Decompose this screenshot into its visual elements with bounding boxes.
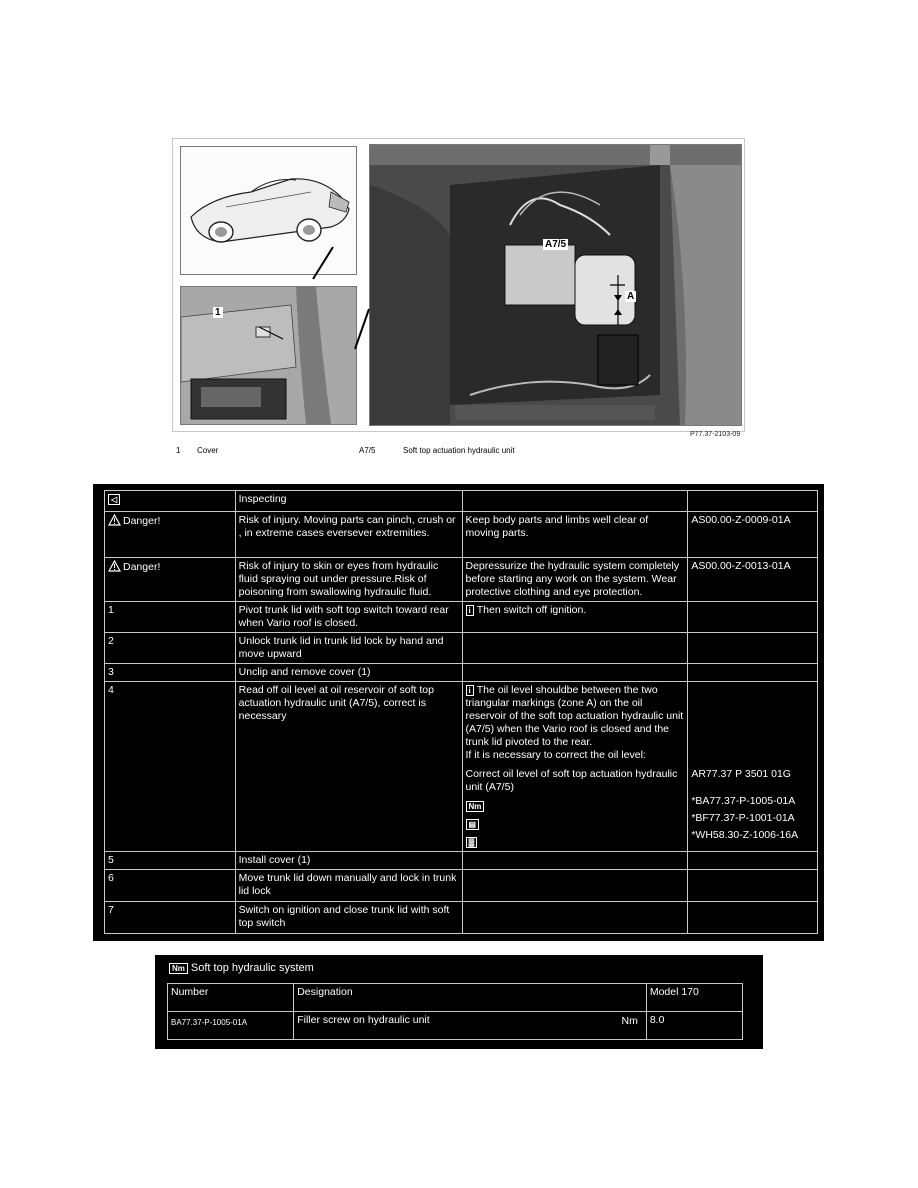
spec-title-text: Soft top hydraulic system	[190, 962, 314, 974]
table-cell: Install cover (1)	[235, 852, 462, 870]
table-cell: Unclip and remove cover (1)	[235, 664, 462, 682]
table-cell: Keep body parts and limbs well clear of moving parts.	[462, 512, 688, 558]
document-link[interactable]: *BF77.37-P-1001-01A	[691, 812, 795, 824]
table-cell: Risk of injury. Moving parts can pinch, crush or , in extreme cases eversever extremities.	[235, 512, 462, 558]
procedure-panel	[93, 484, 824, 941]
step-number: 7	[105, 902, 236, 934]
torque-nm-icon: Nm	[169, 963, 188, 974]
table-row	[105, 870, 818, 902]
arrow-icon: ◁	[108, 494, 120, 505]
spec-designation: Filler screw on hydraulic unit	[297, 1014, 430, 1026]
callout-a7-5: A7/5	[545, 239, 567, 250]
step-number: 4	[105, 682, 236, 852]
torque-nm-icon: Nm	[466, 801, 485, 812]
table-row	[105, 512, 818, 558]
step-number: 5	[105, 852, 236, 870]
table-cell: Depressurize the hydraulic system completely before starting any work on the system. Wear protective clothing and eye protection.	[462, 558, 688, 602]
callout-1: 1	[215, 307, 221, 318]
procedure-table	[104, 490, 818, 934]
spec-table	[167, 983, 743, 1040]
callout-a: A	[627, 291, 635, 302]
document-link[interactable]: AS00.00-Z-0013-01A	[688, 558, 818, 602]
spec-number: BA77.37-P-1005-01A	[168, 1012, 294, 1040]
correct-oil-level-link[interactable]: Correct oil level of soft top actuation hydraulic unit (A7/5)	[465, 768, 678, 793]
info-icon: i	[466, 605, 474, 616]
document-link[interactable]: *BA77.37-P-1005-01A	[691, 795, 796, 807]
table-row	[105, 682, 818, 852]
table-row	[105, 902, 818, 934]
table-header-row	[168, 984, 743, 1012]
oil-level-note: The oil level shouldbe between the two triangular markings (zone A) on the oil reservoir of the soft top actuation hydraulic unit (A7/5) when the Vario roof is closed and the trunk lid pivoted to the rear.	[465, 684, 684, 748]
step-number: 3	[105, 664, 236, 682]
table-row	[105, 852, 818, 870]
illustration-figure	[172, 138, 745, 432]
info-icon: i	[466, 685, 474, 696]
column-header: Model 170	[646, 984, 742, 1012]
column-header: Number	[168, 984, 294, 1012]
spec-unit: Nm	[621, 1015, 638, 1027]
table-cell: Pivot trunk lid with soft top switch toward rear when Vario roof is closed.	[235, 602, 462, 633]
step-number: 2	[105, 633, 236, 664]
danger-label: Danger!	[123, 561, 161, 573]
column-header: Designation	[294, 984, 647, 1012]
document-link[interactable]: AS00.00-Z-0009-01A	[688, 512, 818, 558]
table-row	[168, 1012, 743, 1040]
table-cell: Then switch off ignition.	[476, 604, 587, 616]
document-link[interactable]: AR77.37 P 3501 01G	[691, 768, 791, 780]
table-row	[105, 558, 818, 602]
table-cell: Switch on ignition and close trunk lid with soft top switch	[235, 902, 462, 934]
legend-a7-5-number: A7/5	[359, 446, 376, 455]
table-row	[105, 602, 818, 633]
document-link[interactable]: *WH58.30-Z-1006-16A	[691, 829, 799, 841]
table-cell: Read off oil level at oil reservoir of soft top actuation hydraulic unit (A7/5), correct is necessary	[235, 682, 462, 852]
table-cell: Risk of injury to skin or eyes from hydraulic fluid spraying out under pressure.Risk of poisoning from swallowing hydraulic fluid.	[235, 558, 462, 602]
spec-value: 8.0	[646, 1012, 742, 1040]
step-number: 1	[105, 602, 236, 633]
danger-label: Danger!	[123, 515, 161, 527]
warning-icon	[108, 560, 121, 576]
legend-a7-5-text: Soft top actuation hydraulic unit	[403, 446, 515, 455]
legend-1-number: 1	[176, 446, 181, 455]
step-number: 6	[105, 870, 236, 902]
table-cell: Unlock trunk lid in trunk lid lock by hand and move upward	[235, 633, 462, 664]
spec-title	[169, 962, 314, 974]
legend-1-text: Cover	[197, 446, 219, 455]
table-cell: Move trunk lid down manually and lock in trunk lid lock	[235, 870, 462, 902]
tool-icon: ▤	[466, 819, 480, 830]
table-row	[105, 664, 818, 682]
figure-reference: P77.37-2103-09	[690, 431, 741, 438]
correct-note: If it is necessary to correct the oil level:	[465, 749, 646, 761]
table-row	[105, 633, 818, 664]
fluid-spec-icon: ▓	[466, 837, 478, 848]
warning-icon	[108, 514, 121, 530]
table-row	[105, 491, 818, 512]
spec-panel	[155, 955, 763, 1049]
table-cell: Inspecting	[235, 491, 462, 512]
